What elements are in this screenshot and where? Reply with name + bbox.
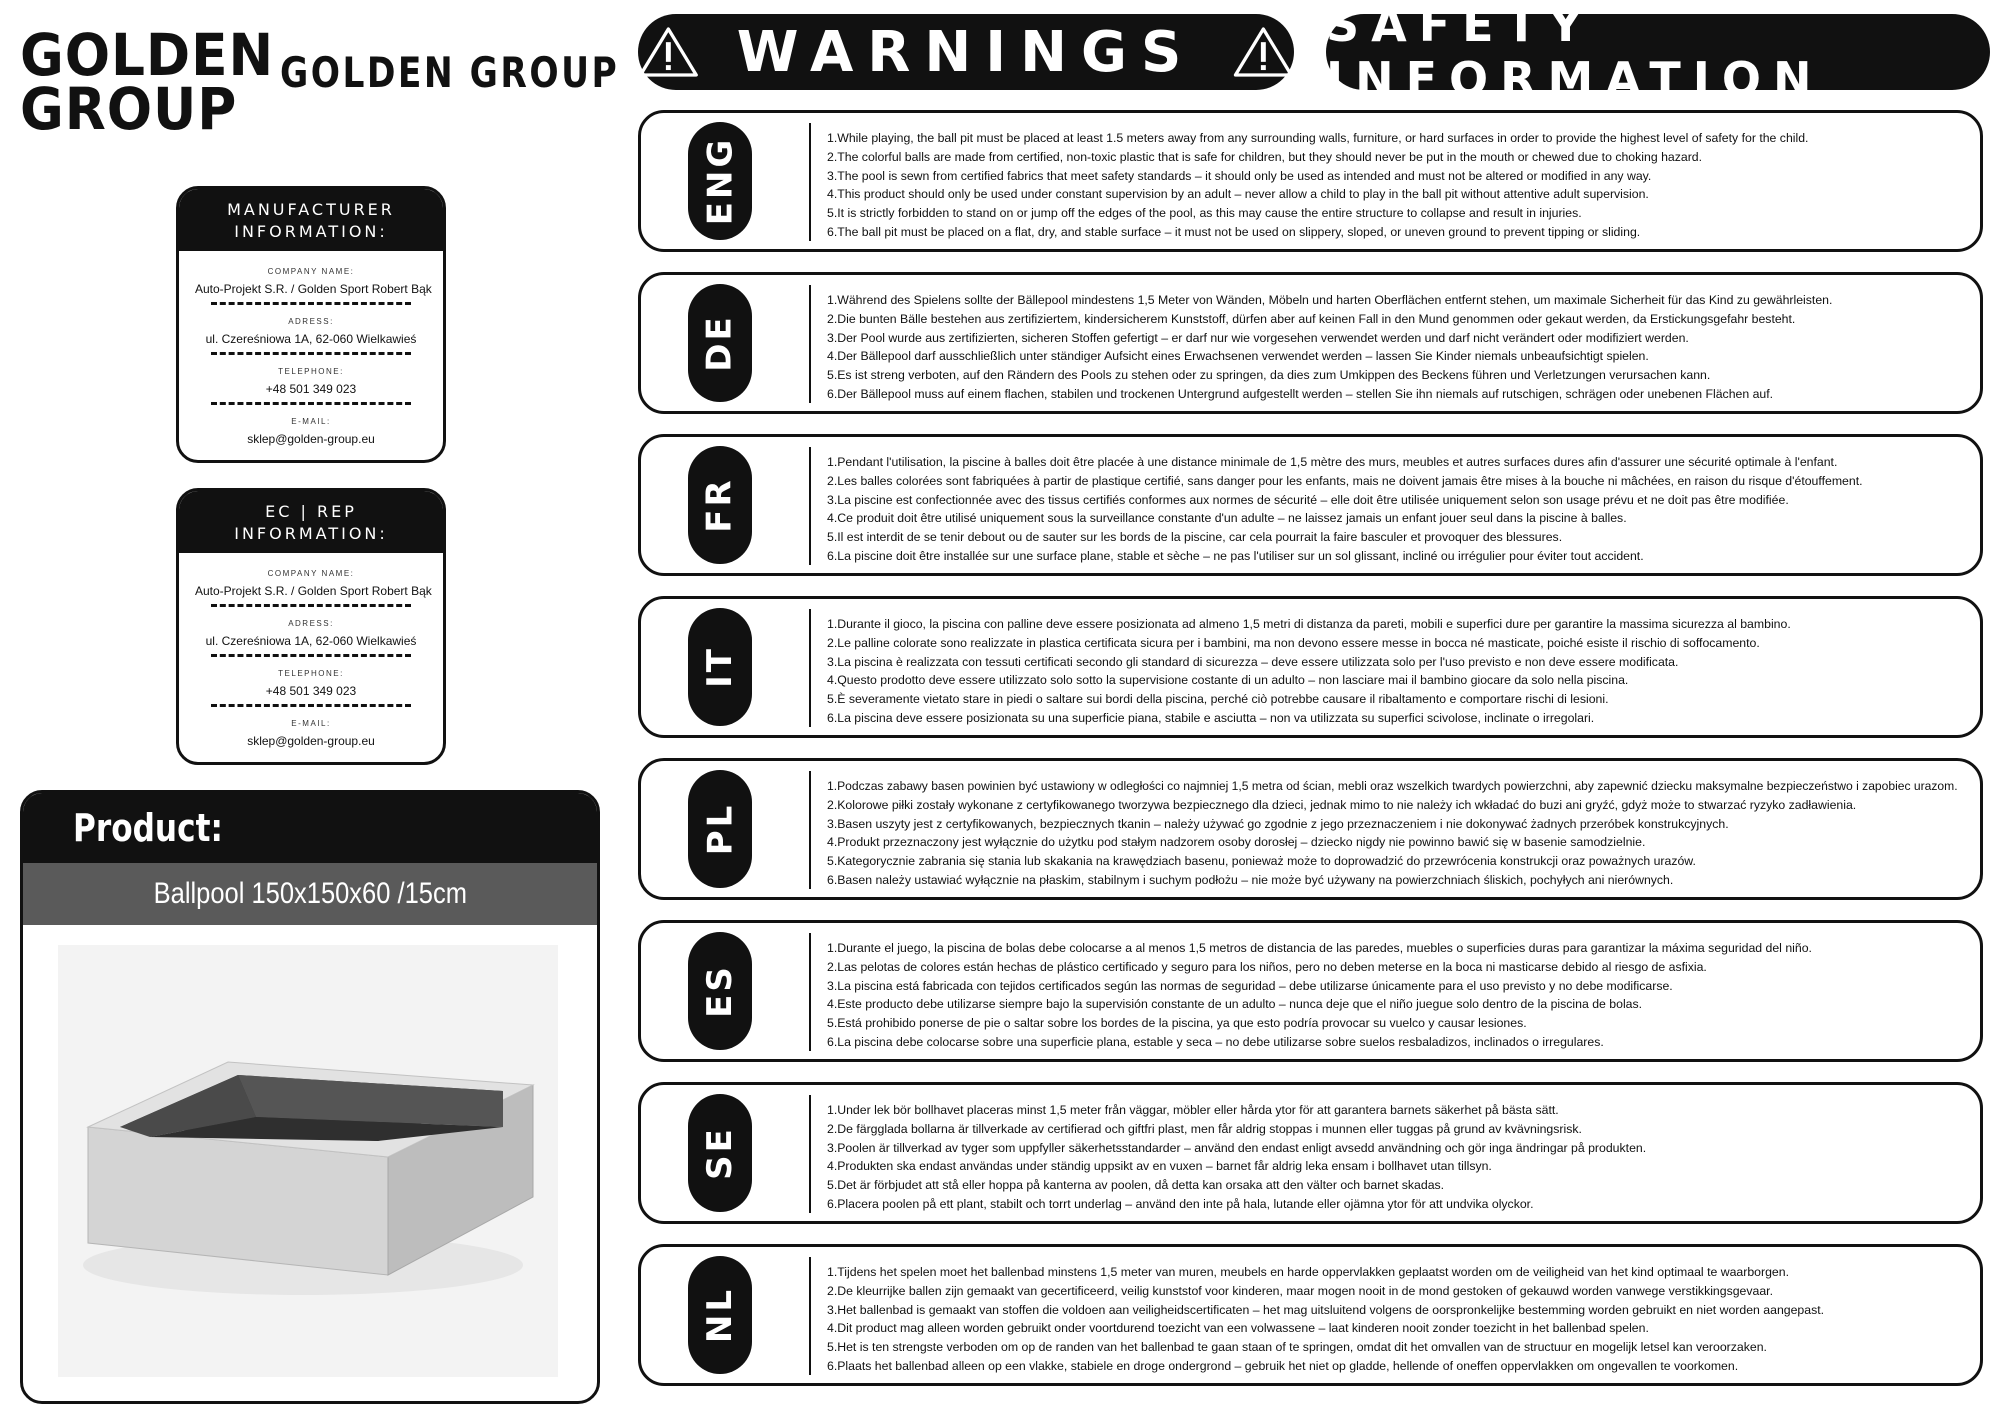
safety-instruction: 5.Det är förbjudet att stå eller hoppa på kanterna av poolen, då detta kan orsaka att den välter och barnet skadas. — [827, 1178, 1445, 1193]
ballpool-illustration — [58, 945, 558, 1377]
safety-instruction: 3.Poolen är tillverkad av tyger som uppfyller säkerhetsstandarder – använd den endast enligt avsedd användning och gör inga ändringar på produkten. — [827, 1140, 1647, 1155]
language-code-badge — [688, 1256, 752, 1374]
safety-instruction: 3.La piscina está fabricada con tejidos certificados según las normas de seguridad – debe utilizarse únicamente para el uso previsto y no debe modificarse. — [827, 978, 1673, 993]
warnings-title: WARNINGS — [736, 19, 1196, 85]
product-image — [58, 945, 558, 1377]
safety-instruction: 1.Durante el juego, la piscina de bolas debe colocarse a al menos 1,5 metros de distancia de las paredes, muebles o superficies duras para garantizar la máxima seguridad del niño. — [827, 941, 1812, 955]
safety-instruction: 5.Es ist streng verboten, auf den Rändern des Pools zu stehen oder zu springen, da dies zum Umkippen des Beckens führen und Verletzungen verursachen kann. — [827, 368, 1711, 383]
divider — [809, 933, 811, 1051]
safety-instruction: 2.Les balles colorées sont fabriquées à partir de plastique certifié, sans danger pour les enfants, mais ne doivent jamais être mises à la bouche ni mâchées, en raison du risque d'étouffement. — [827, 473, 1863, 488]
safety-instruction: 3.La piscine est confectionnée avec des tissus certifiés conformes aux normes de sécurité – elle doit être utilisée uniquement selon son usage prévu et ne doit pas être modifiée. — [827, 492, 1789, 507]
language-code-badge — [688, 608, 752, 726]
logo-line-1: GOLDEN — [20, 21, 275, 89]
safety-instruction: 6.La piscine doit être installée sur une surface plane, stable et sèche – ne pas l'utiliser sur un sol glissant, incliné ou irrégulier pour éviter tout accident. — [827, 548, 1644, 563]
safety-instruction: 3.La piscina è realizzata con tessuti certificati secondo gli standard di sicurezza – deve essere utilizzata solo per l'uso previsto e non deve essere modificata. — [827, 654, 1679, 669]
safety-instruction: 1.Während des Spielens sollte der Bällepool mindestens 1,5 Meter von Wänden, Möbeln und harten Oberflächen entfernt stehen, um maximale Sicherheit für das Kind zu gewährleisten. — [827, 293, 1833, 307]
divider — [809, 285, 811, 403]
warning-triangle-icon — [1233, 20, 1294, 84]
email-value: sklep@golden-group.eu — [247, 432, 375, 446]
product-name: Ballpool 150x150x60 /15cm — [153, 877, 467, 910]
safety-instruction: 2.De färgglada bollarna är tillverkade av certifierad och giftfri plast, men får aldrig stoppas i munnen eller tuggas på grund av kvävningsrisk. — [827, 1121, 1582, 1136]
divider — [211, 352, 411, 355]
safety-instruction: 1.Podczas zabawy basen powinien być ustawiony w odległości co najmniej 1,5 metra od ścian, mebli oraz wszelkich twardych powierzchni, aby zapewnić dziecku maksymalne bezpieczeństwo i zapobiec urazom. — [827, 779, 1958, 793]
language-code: DE — [699, 314, 740, 372]
language-code-badge — [688, 284, 752, 402]
divider — [211, 604, 411, 607]
safety-instruction: 5.Het is ten strengste verboden om op de randen van het ballenbad te gaan staan of te springen, omdat dit het omvallen van de structuur en mogelijk letsel kan veroorzaken. — [827, 1340, 1767, 1355]
language-block-fr — [638, 434, 1983, 576]
email-label: E-MAIL: — [291, 719, 331, 728]
safety-instruction: 4.Dit product mag alleen worden gebruikt onder voortdurend toezicht van een volwassene – laat kinderen nooit zonder toezicht in het ballenbad spelen. — [827, 1321, 1649, 1336]
phone-value: +48 501 349 023 — [265, 382, 357, 396]
safety-information-title: SAFETY INFORMATION — [1326, 0, 1824, 106]
divider — [211, 302, 411, 305]
safety-instruction: 3.Basen uszyty jest z certyfikowanych, bezpiecznych tkanin – należy używać go zgodnie z jego przeznaczeniem i nie dokonywać żadnych przeróbek konstrukcyjnych. — [827, 816, 1729, 831]
language-code: ES — [700, 964, 740, 1018]
safety-instruction: 1.Durante il gioco, la piscina con palline deve essere posizionata ad almeno 1,5 metri di distanza da pareti, mobili e superfici dure per garantire la massima sicurezza al bambino. — [827, 617, 1791, 631]
language-block-eng — [638, 110, 1983, 252]
safety-instruction: 4.Produkten ska endast användas under ständig uppsikt av en vuxen – barnet får aldrig leka ensam i bollhavet utan tillsyn. — [827, 1159, 1492, 1174]
safety-instruction: 2.De kleurrijke ballen zijn gemaakt van gecertificeerd, veilig kunststof voor kinderen, maar mogen nooit in de mond gestoken of gekauwd worden vanwege verstikkingsgevaar. — [827, 1283, 1774, 1298]
product-panel — [20, 790, 600, 1404]
language-code: IT — [700, 646, 740, 688]
safety-instruction: 5.Il est interdit de se tenir debout ou de sauter sur les bords de la piscine, car cela pourrait la faire basculer et provoquer des blessures. — [827, 530, 1563, 545]
language-code-badge — [688, 770, 752, 888]
language-code: NL — [700, 1286, 740, 1344]
brand-name: GOLDEN GROUP — [280, 48, 620, 97]
phone-label: TELEPHONE: — [278, 669, 344, 678]
company-label: COMPANY NAME: — [267, 569, 355, 578]
safety-instruction: 3.Het ballenbad is gemaakt van stoffen die voldoen aan veiligheidscertificaten – het mag uitsluitend volgens de oorspronkelijke bestemming worden gebruikt en niet worden aangepast. — [827, 1302, 1825, 1317]
product-name-bar — [23, 863, 597, 925]
warnings-banner — [638, 14, 1294, 90]
company-label: COMPANY NAME: — [267, 267, 355, 276]
language-code-badge — [688, 446, 752, 564]
language-code: SE — [700, 1126, 740, 1180]
safety-instruction: 2.Kolorowe piłki zostały wykonane z certyfikowanego tworzywa bezpiecznego dla dzieci, jednak mimo to nie należy ich wkładać do buzi ani gryźć, gdyż może to stwarzać ryzyko zadławienia. — [827, 797, 1857, 812]
safety-instruction: 4.Questo prodotto deve essere utilizzato solo sotto la supervisione costante di un adulto – non lasciare mai il bambino giocare da solo nella piscina. — [827, 673, 1629, 688]
safety-instruction: 4.Ce produit doit être utilisé uniquement sous la surveillance constante d'un adulte – ne laissez jamais un enfant jouer seul dans la piscine à balles. — [827, 511, 1627, 526]
safety-instruction: 1.While playing, the ball pit must be placed at least 1.5 meters away from any surrounding walls, furniture, or hard surfaces in order to provide the highest level of safety for the child. — [827, 131, 1809, 145]
language-block-nl — [638, 1244, 1983, 1386]
language-block-it — [638, 596, 1983, 738]
warning-triangle-icon — [638, 20, 699, 84]
safety-instruction: 5.It is strictly forbidden to stand on or jump off the edges of the pool, as this may cause the entire structure to collapse and result in injuries. — [827, 206, 1582, 221]
language-block-de — [638, 272, 1983, 414]
safety-instructions-list — [827, 777, 1967, 890]
safety-instruction: 1.Pendant l'utilisation, la piscine à balles doit être placée à une distance minimale de 1,5 mètre des murs, meubles et autres surfaces dures afin d'assurer une sécurité optimale à l'enfant. — [827, 455, 1838, 469]
safety-instruction: 2.Las pelotas de colores están hechas de plástico certificado y seguro para los niños, pero no deben meterse en la boca ni masticarse debido al riesgo de asfixia. — [827, 959, 1707, 974]
safety-instructions-list — [827, 129, 1967, 242]
safety-instruction: 6.Der Bällepool muss auf einem flachen, stabilen und trockenen Untergrund aufgestellt werden – stellen Sie ihn niemals auf rutschigen, schrägen oder unebenen Flächen auf. — [827, 386, 1774, 401]
address-value: ul. Czereśniowa 1A, 62-060 Wielkawieś — [205, 332, 417, 346]
divider — [809, 1095, 811, 1213]
safety-instruction: 6.The ball pit must be placed on a flat, dry, and stable surface – it must not be used on slippery, sloped, or uneven ground to prevent tipping or sliding. — [827, 224, 1641, 239]
safety-instructions-list — [827, 291, 1967, 404]
safety-instruction: 1.Tijdens het spelen moet het ballenbad minstens 1,5 meter van muren, meubels en harde oppervlakken geplaatst worden om de veiligheid van het kind optimaal te waarborgen. — [827, 1265, 1789, 1279]
safety-instructions-list — [827, 1101, 1967, 1214]
safety-instruction: 4.Este producto debe utilizarse siempre bajo la supervisión constante de un adulto – nunca deje que el niño juegue solo dentro de la piscina de bolas. — [827, 997, 1643, 1012]
ec-rep-card — [176, 488, 446, 765]
company-value: Auto-Projekt S.R. / Golden Sport Robert Bąk — [195, 584, 432, 598]
safety-instruction: 1.Under lek bör bollhavet placeras minst 1,5 meter från väggar, möbler eller hårda ytor för att garantera barnets säkerhet på bästa sätt. — [827, 1103, 1559, 1117]
language-code: FR — [700, 477, 740, 533]
safety-instruction: 2.Die bunten Bälle bestehen aus zertifiziertem, kindersicherem Kunststoff, dürfen aber auf keinen Fall in den Mund genommen oder gekaut werden, da Erstickungsgefahr besteht. — [827, 311, 1796, 326]
safety-instruction: 6.Plaats het ballenbad alleen op een vlakke, stabiele en droge ondergrond – gebruik het niet op gladde, hellende of oneffen oppervlakken om ongevallen te voorkomen. — [827, 1358, 1739, 1373]
manufacturer-title: MANUFACTURER INFORMATION: — [179, 189, 443, 251]
divider — [211, 402, 411, 405]
email-value: sklep@golden-group.eu — [247, 734, 375, 748]
safety-instructions-list — [827, 453, 1967, 566]
safety-instruction: 6.La piscina deve essere posizionata su una superficie piana, stabile e asciutta – non va utilizzata su superfici scivolose, inclinate o irregolari. — [827, 710, 1595, 725]
address-label: ADRESS: — [288, 619, 334, 628]
safety-instruction: 5.Kategorycznie zabrania się stania lub skakania na krawędziach basenu, ponieważ może to doprowadzić do przewrócenia konstrukcji oraz poważnych urazów. — [827, 854, 1696, 869]
safety-instruction: 6.Placera poolen på ett plant, stabilt och torrt underlag – använd den inte på hala, lutande eller ojämna ytor för att undvika olyckor. — [827, 1196, 1534, 1211]
safety-instruction: 4.Produkt przeznaczony jest wyłącznie do użytku pod stałym nadzorem osoby dorosłej – dziecko nigdy nie powinno bawić się w basenie samodzielnie. — [827, 835, 1646, 850]
safety-instruction: 3.The pool is sewn from certified fabrics that meet safety standards – it should only be used as intended and must not be altered or modified in any way. — [827, 168, 1652, 183]
email-label: E-MAIL: — [291, 417, 331, 426]
safety-instructions-list — [827, 615, 1967, 728]
safety-instruction: 6.La piscina debe colocarse sobre una superficie plana, estable y seca – no debe utilizarse sobre suelos resbaladizos, inclinados o irregulares. — [827, 1034, 1604, 1049]
safety-instruction: 4.This product should only be used under constant supervision by an adult – never allow a child to play in the ball pit without attentive adult supervision. — [827, 187, 1649, 202]
ec-rep-title: EC | REP INFORMATION: — [179, 491, 443, 553]
language-code: ENG — [700, 136, 740, 226]
divider — [211, 654, 411, 657]
logo-line-2: GROUP — [20, 75, 238, 143]
divider — [809, 1257, 811, 1375]
language-block-es — [638, 920, 1983, 1062]
language-block-se — [638, 1082, 1983, 1224]
safety-instruction: 3.Der Pool wurde aus zertifizierten, sicheren Stoffen gefertigt – er darf nur wie vorgesehen verwendet werden und darf nicht verändert oder modifiziert werden. — [827, 330, 1689, 345]
manufacturer-card — [176, 186, 446, 463]
safety-information-banner — [1326, 0, 1990, 106]
safety-instruction: 5.Está prohibido ponerse de pie o saltar sobre los bordes de la piscina, ya que esto podría provocar su vuelco y causar lesiones. — [827, 1016, 1527, 1031]
language-code-badge — [688, 1094, 752, 1212]
language-code: PL — [700, 802, 740, 856]
safety-instruction: 6.Basen należy ustawiać wyłącznie na płaskim, stabilnym i suchym podłożu – nie może być używany na powierzchniach śliskich, pochyłych ani nierównych. — [827, 872, 1674, 887]
phone-label: TELEPHONE: — [278, 367, 344, 376]
brand-logo — [20, 21, 275, 143]
company-value: Auto-Projekt S.R. / Golden Sport Robert Bąk — [195, 282, 432, 296]
safety-instruction: 2.The colorful balls are made from certified, non-toxic plastic that is safe for children, but they should never be put in the mouth or chewed due to choking hazard. — [827, 149, 1703, 164]
safety-instruction: 4.Der Bällepool darf ausschließlich unter ständiger Aufsicht eines Erwachsenen verwendet werden – lassen Sie Kinder niemals unbeaufsichtigt spielen. — [827, 349, 1649, 364]
language-code-badge — [688, 122, 752, 240]
safety-instruction: 2.Le palline colorate sono realizzate in plastica certificata sicura per i bambini, ma non devono essere messe in bocca né masticate, poiché esiste il rischio di soffocamento. — [827, 635, 1760, 650]
divider — [211, 704, 411, 707]
divider — [809, 447, 811, 565]
divider — [809, 123, 811, 241]
safety-instructions-list — [827, 939, 1967, 1052]
divider — [809, 771, 811, 889]
product-heading — [23, 793, 597, 863]
product-label: Product: — [73, 806, 223, 850]
address-label: ADRESS: — [288, 317, 334, 326]
language-code-badge — [688, 932, 752, 1050]
language-block-pl — [638, 758, 1983, 900]
safety-instructions-list — [827, 1263, 1967, 1376]
safety-instruction: 5.È severamente vietato stare in piedi o saltare sui bordi della piscina, perché ciò potrebbe causare il ribaltamento e comportare rischi di lesioni. — [827, 692, 1609, 707]
phone-value: +48 501 349 023 — [265, 684, 357, 698]
address-value: ul. Czereśniowa 1A, 62-060 Wielkawieś — [205, 634, 417, 648]
divider — [809, 609, 811, 727]
